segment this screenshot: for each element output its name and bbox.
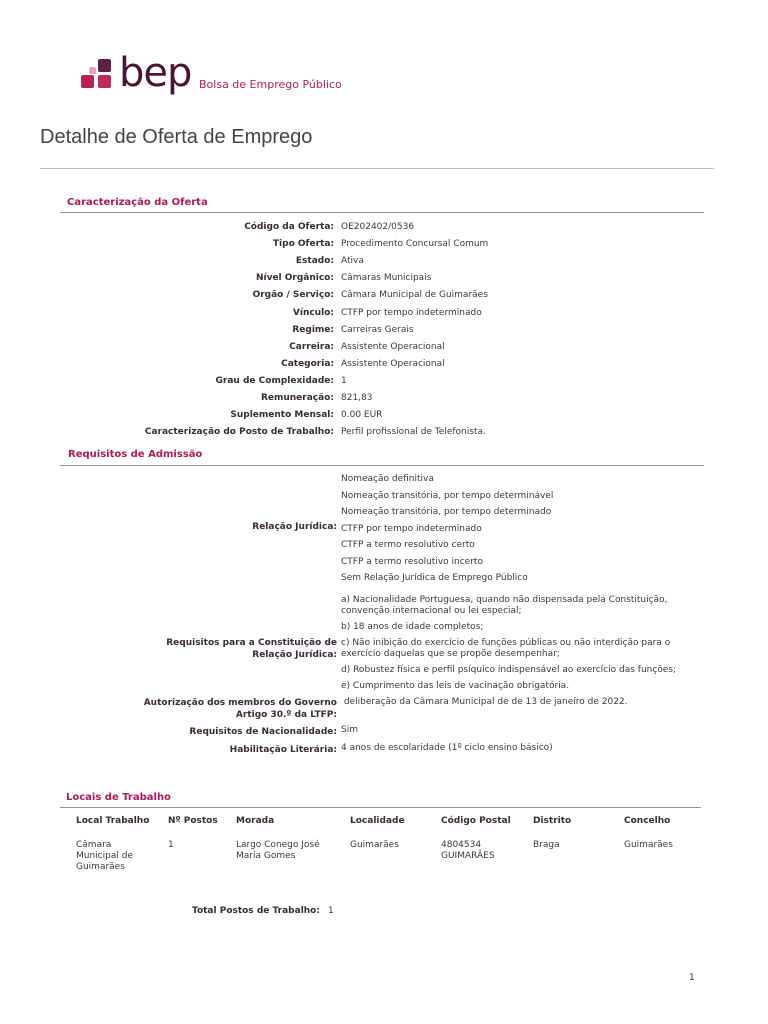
- field-value: Ativa: [341, 256, 364, 267]
- logo-word: bep: [119, 50, 192, 96]
- table-cell: Braga: [533, 840, 560, 850]
- table-cell: 1: [168, 840, 174, 850]
- table-cell: Guimarães: [350, 840, 399, 850]
- list-item: c) Não inibição do exercício de funções públicas ou não interdição para o exercício daquelas que se propõe desempenhar;: [341, 638, 671, 659]
- column-header: Morada: [236, 816, 275, 826]
- page-title: Detalhe de Oferta de Emprego: [40, 126, 313, 148]
- field-value: 1: [341, 375, 347, 386]
- autorizacao-value: deliberação da Câmara Municipal de de 13 de janeiro de 2022.: [341, 697, 628, 707]
- title-divider: [40, 168, 714, 169]
- logo-square: [81, 75, 94, 88]
- list-item: CTFP por tempo indeterminado: [341, 523, 482, 534]
- section-divider: [60, 807, 701, 808]
- field-label: Carreira:: [289, 341, 334, 352]
- list-item: b) 18 anos de idade completos;: [341, 622, 484, 632]
- table-row: [70, 840, 700, 873]
- page-number: 1: [689, 973, 695, 983]
- field-value: 0.00 EUR: [341, 410, 383, 421]
- section-heading-requisitos: Requisitos de Admissão: [68, 449, 203, 460]
- logo-square: [98, 59, 111, 72]
- field-label: Remuneração:: [260, 393, 334, 403]
- constituicao-list: [341, 595, 701, 697]
- table-cell: Câmara Municipal de Guimarães: [76, 840, 133, 872]
- field-label: Estado:: [295, 256, 334, 267]
- list-item: Sem Relação Jurídica de Emprego Público: [341, 573, 528, 583]
- field-label: Vínculo:: [292, 307, 334, 318]
- field-label: Caracterização do Posto de Trabalho:: [144, 427, 334, 438]
- field-label: Orgão / Serviço:: [252, 290, 334, 301]
- locais-table: [70, 816, 700, 873]
- relacao-juridica-list: [341, 473, 553, 589]
- table-cell: Guimarães: [624, 840, 673, 850]
- list-item: e) Cumprimento das leis de vacinação obrigatória.: [341, 681, 570, 691]
- section-heading-caracterizacao: Caracterização da Oferta: [67, 197, 208, 208]
- list-item: Nomeação transitória, por tempo determinável: [341, 490, 554, 501]
- column-header: Local Trabalho: [76, 816, 150, 826]
- total-postos-value: 1: [328, 906, 334, 916]
- field-value: Perfil profissional de Telefonista.: [341, 427, 486, 438]
- column-header: Concelho: [624, 816, 671, 826]
- field-value: Carreiras Gerais: [341, 324, 414, 335]
- field-value: Câmara Municipal de Guimarães: [341, 290, 488, 301]
- constituicao-label: Requisitos para a Constituição de Relação Jurídica:: [166, 638, 337, 660]
- section-heading-locais: Locais de Trabalho: [66, 792, 171, 803]
- list-item: Nomeação transitória, por tempo determinado: [341, 507, 552, 517]
- column-header: Nº Postos: [168, 816, 218, 826]
- column-header: Código Postal: [441, 816, 511, 826]
- logo-subtitle: Bolsa de Emprego Público: [199, 78, 342, 91]
- section-divider: [60, 212, 704, 213]
- list-item: CTFP a termo resolutivo incerto: [341, 556, 483, 567]
- list-item: CTFP a termo resolutivo certo: [341, 540, 475, 550]
- field-label: Suplemento Mensal:: [230, 410, 334, 421]
- logo-square: [98, 75, 111, 88]
- list-item: a) Nacionalidade Portuguesa, quando não dispensada pela Constituição, convenção internacional ou lei especial;: [341, 595, 668, 616]
- list-item: Nomeação definitiva: [341, 474, 434, 484]
- field-value: Câmaras Municipais: [341, 273, 432, 284]
- field-value: 821,83: [341, 393, 373, 403]
- list-item: d) Robustez física e perfil psíquico indispensável ao exercício das funções;: [341, 665, 677, 675]
- nacionalidade-label: Requisitos de Nacionalidade:: [189, 727, 337, 737]
- field-value: OE202402/0536: [341, 222, 415, 232]
- table-cell: 4804534 GUIMARÃES: [441, 840, 495, 861]
- field-value: Assistente Operacional: [341, 358, 445, 369]
- column-header: Distrito: [533, 816, 572, 826]
- table-cell: Largo Conego José Maria Gomes: [236, 840, 320, 861]
- field-value: Procedimento Concursal Comum: [341, 239, 489, 250]
- column-header: Localidade: [350, 816, 405, 826]
- total-postos-label: Total Postos de Trabalho:: [192, 906, 320, 916]
- autorizacao-label: Autorização dos membros do Governo Artigo 30.º da LTFP:: [143, 698, 337, 720]
- section-divider: [60, 465, 704, 466]
- habilitacao-label: Habilitação Literária:: [229, 745, 337, 755]
- field-label: Categoria:: [281, 358, 334, 369]
- field-value: Assistente Operacional: [341, 341, 445, 352]
- table-header-row: [70, 816, 700, 840]
- habilitacao-value: 4 anos de escolaridade (1º ciclo ensino básico): [341, 743, 553, 753]
- logo-square: [89, 67, 96, 74]
- field-label: Nível Orgânico:: [255, 273, 334, 284]
- field-label: Grau de Complexidade:: [215, 375, 334, 386]
- nacionalidade-value: Sim: [341, 725, 358, 735]
- field-label: Regime:: [292, 324, 334, 335]
- field-label: Código da Oferta:: [244, 222, 334, 232]
- field-value: CTFP por tempo indeterminado: [341, 307, 482, 318]
- relacao-juridica-label: Relação Jurídica:: [252, 522, 337, 532]
- field-label: Tipo Oferta:: [272, 239, 334, 250]
